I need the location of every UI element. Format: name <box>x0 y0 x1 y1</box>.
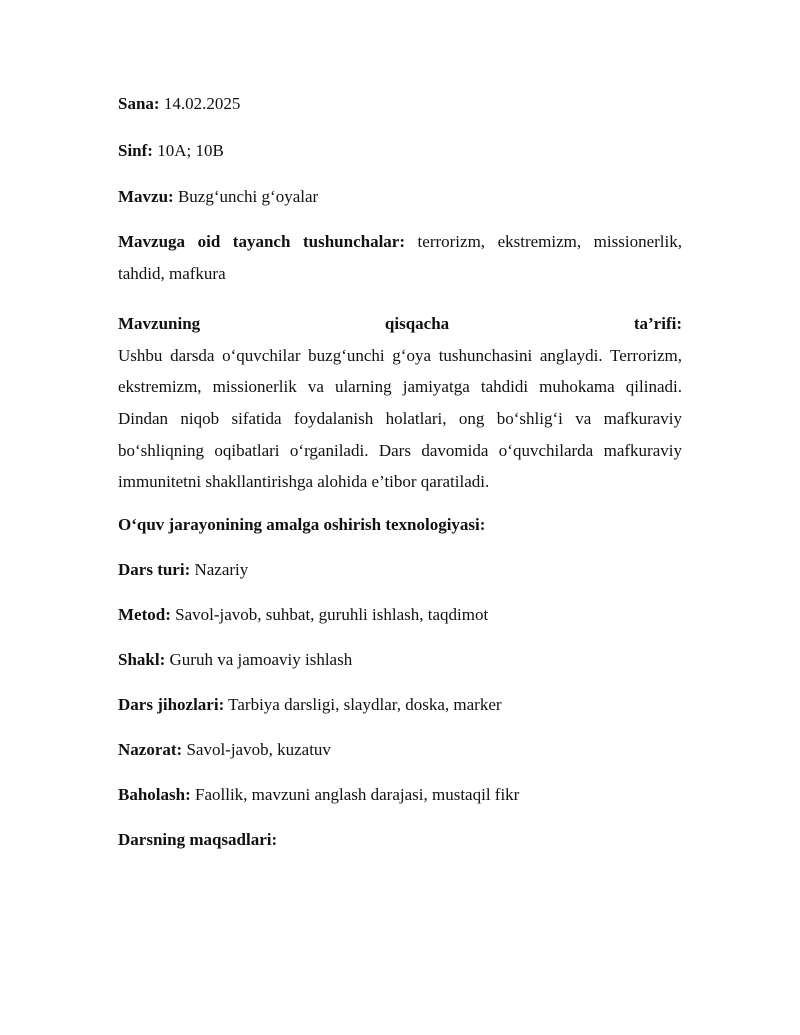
form-label: Shakl: <box>118 649 166 669</box>
assessment-value: Faollik, mavzuni anglash darajasi, mustaqil fikr <box>190 784 520 804</box>
assessment-label: Baholash: <box>118 784 191 804</box>
control-value: Savol-javob, kuzatuv <box>182 739 331 759</box>
key-concepts-label: Mavzuga oid tayanch tushunchalar: <box>118 232 405 251</box>
control-line <box>118 739 682 761</box>
form-line <box>118 649 682 671</box>
summary-text: Ushbu darsda o‘quvchilar buzg‘unchi g‘oya tushunchasini anglaydi. Terrorizm, ekstremizm, missionerlik va ularning jamiyatga tahdidi muhokama qilinadi. Dindan niqob sifatida foydalanish holatlari, ong bo‘shlig‘i va mafkuraviy bo‘shliqning oqibatlari o‘rganiladi. Dars davomida o‘quvchilarda mafkuraviy immunitetni shakllantirishga alohida e’tibor qaratiladi. <box>118 345 682 492</box>
document-page <box>118 93 682 873</box>
method-label: Metod: <box>118 604 171 624</box>
equipment-label: Dars jihozlari: <box>118 694 225 714</box>
lesson-type-line <box>118 559 682 581</box>
assessment-line <box>118 784 682 806</box>
class-value: 10A; 10B <box>152 141 224 160</box>
date-line <box>118 93 682 115</box>
goals-label: Darsning maqsadlari: <box>118 829 278 849</box>
class-label: Sinf: <box>118 141 153 160</box>
lesson-type-value: Nazariy <box>190 559 249 579</box>
equipment-value: Tarbiya darsligi, slaydlar, doska, marker <box>224 694 502 714</box>
class-line <box>118 140 682 162</box>
method-line <box>118 604 682 626</box>
key-concepts-paragraph <box>118 226 682 289</box>
key-concepts-value: terrorizm, ekstremizm, missionerlik, tahdid, mafkura <box>118 232 682 283</box>
summary-heading <box>118 308 682 340</box>
summary-label: Mavzuning qisqacha ta’rifi: <box>118 314 682 334</box>
method-value: Savol-javob, suhbat, guruhli ishlash, taqdimot <box>170 604 489 624</box>
topic-line <box>118 186 682 208</box>
lesson-type-label: Dars turi: <box>118 559 191 579</box>
form-value: Guruh va jamoaviy ishlash <box>165 649 353 669</box>
goals-heading <box>118 829 682 851</box>
topic-value: Buzg‘unchi g‘oyalar <box>173 187 319 206</box>
control-label: Nazorat: <box>118 739 183 759</box>
equipment-line <box>118 694 682 716</box>
technology-label: O‘quv jarayonining amalga oshirish texnologiyasi: <box>118 514 486 534</box>
topic-label: Mavzu: <box>118 187 174 206</box>
date-label: Sana: <box>118 94 160 113</box>
technology-heading <box>118 514 682 536</box>
date-value: 14.02.2025 <box>159 94 241 113</box>
